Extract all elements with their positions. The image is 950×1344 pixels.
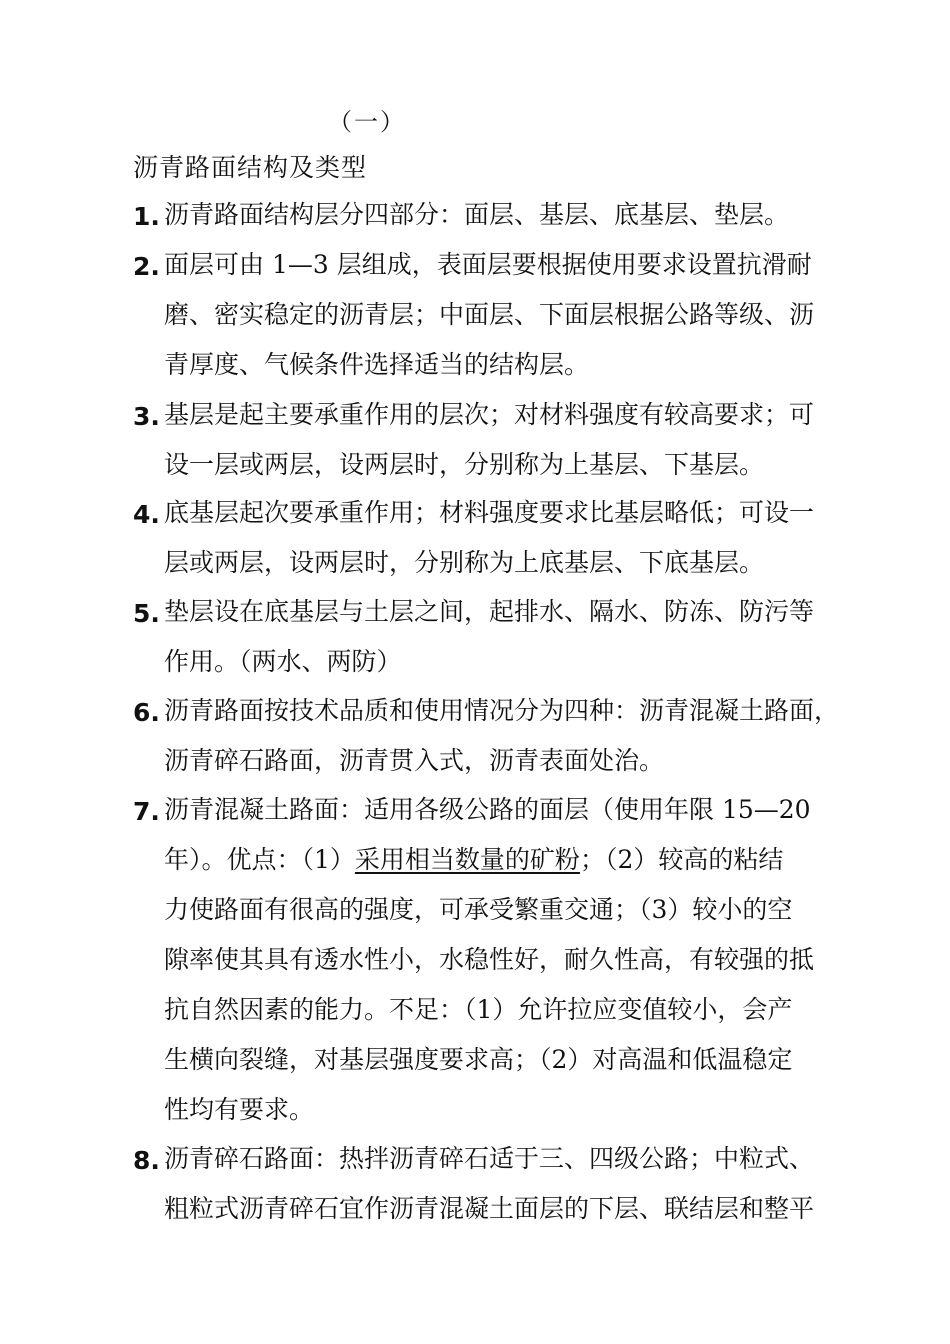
item-line: 沥青路面结构层分四部分：面层、基层、底基层、垫层。 [164, 200, 790, 229]
item-number: 3. [133, 402, 160, 431]
item-line: 沥青混凝土路面：适用各级公路的面层（使用年限 15—20 [164, 795, 811, 824]
item-line: 抗自然因素的能力。不足：（1）允许拉应变值较小，会产 [164, 995, 793, 1024]
item-line: 垫层设在底基层与土层之间，起排水、隔水、防冻、防污等 [164, 597, 815, 626]
list-item-7 [133, 785, 833, 1135]
item-number: 2. [133, 252, 160, 281]
item-line: 作用。（两水、两防） [164, 647, 402, 676]
list-item-1 [133, 190, 833, 240]
item-line: 底基层起次要承重作用；材料强度要求比基层略低；可设一 [164, 498, 815, 527]
item-line: 磨、密实稳定的沥青层；中面层、下面层根据公路等级、沥 [164, 300, 815, 329]
list-item-2 [133, 240, 833, 390]
list-item-6 [133, 686, 840, 786]
item-number: 5. [133, 599, 160, 628]
underlined-text: 采用相当数量的矿粉 [354, 845, 580, 874]
item-line: 粗粒式沥青碎石宜作沥青混凝土面层的下层、联结层和整平 [164, 1194, 815, 1223]
item-number: 1. [133, 202, 160, 231]
item-line: 层或两层，设两层时，分别称为上底基层、下底基层。 [164, 548, 765, 577]
item-line: 青厚度、气候条件选择适当的结构层。 [164, 350, 590, 379]
item-line: 基层是起主要承重作用的层次；对材料强度有较高要求；可 [164, 400, 815, 429]
item-line: 力使路面有很高的强度，可承受繁重交通；（3）较小的空 [164, 895, 793, 924]
section-title: 沥青路面结构及类型 [133, 153, 368, 182]
item-line: 性均有要求。 [164, 1095, 315, 1124]
item-line: 隙率使其具有透水性小，水稳性好，耐久性高，有较强的抵 [164, 945, 815, 974]
item-number: 8. [133, 1146, 160, 1175]
item-number: 6. [133, 698, 160, 727]
list-item-5 [133, 587, 833, 687]
item-number: 4. [133, 500, 160, 529]
item-line: 沥青碎石路面：热拌沥青碎石适于三、四级公路；中粒式、 [164, 1144, 815, 1173]
item-line: 沥青碎石路面，沥青贯入式，沥青表面处治。 [164, 746, 665, 775]
item-line: 沥青路面按技术品质和使用情况分为四种：沥青混凝土路面， [164, 696, 840, 725]
list-item-8 [133, 1134, 833, 1234]
item-number: 7. [133, 797, 160, 826]
list-item-3 [133, 390, 833, 490]
item-line: 面层可由 1—3 层组成，表面层要根据使用要求设置抗滑耐 [164, 250, 812, 279]
item-text: 年）。优点：（1） [164, 845, 355, 874]
item-text: ；（2）较高的粘结 [579, 845, 784, 874]
item-line: 生横向裂缝，对基层强度要求高；（2）对高温和低温稳定 [164, 1045, 793, 1074]
list-item-4 [133, 488, 833, 588]
item-line: 设一层或两层，设两层时，分别称为上基层、下基层。 [164, 450, 765, 479]
section-number: （一） [328, 108, 406, 136]
item-line [133, 835, 833, 885]
